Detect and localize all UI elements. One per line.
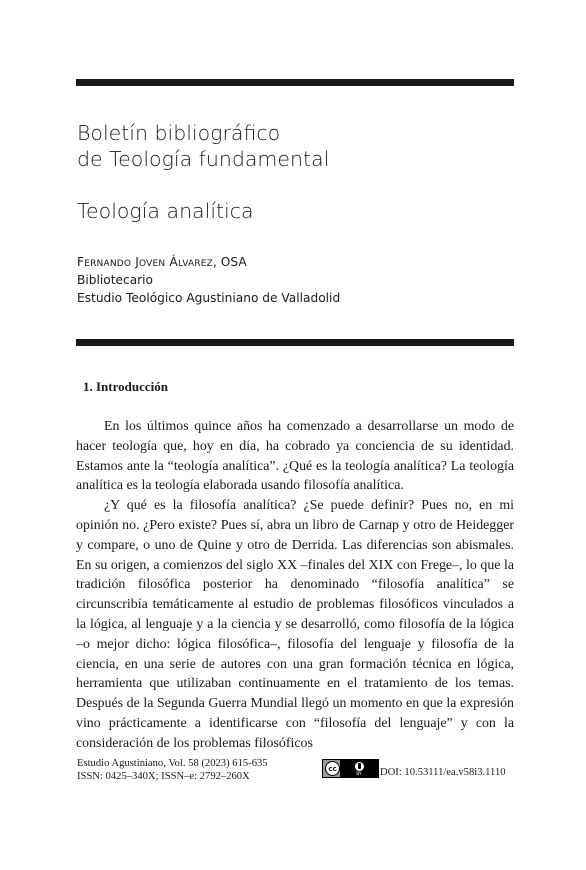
- by-label: BY: [356, 771, 362, 777]
- section-heading: 1. Introducción: [83, 379, 168, 394]
- doi-link[interactable]: DOI: 10.53111/ea.v58i3.1110: [380, 767, 506, 778]
- author-order: , OSA: [213, 255, 247, 269]
- author-name: [77, 253, 340, 271]
- journal-citation: Estudio Agustiniano, Vol. 58 (2023) 615-635: [77, 758, 268, 769]
- author-name-smallcaps: Fernando Joven Álvarez: [77, 255, 214, 269]
- title-line-1: Boletín bibliográfico: [77, 121, 281, 145]
- body-paragraph-2: ¿Y qué es la filosofía analítica? ¿Se puede definir? Pues no, en mi opinión no. ¿Pero existe? Pues sí, abra un libro de Carnap y otro de Heidegger y compare, o uno de Quine y otro de Derrida. Las diferencias son abismales. En su origen, a comienzos del siglo XX –finales del XIX con Frege–, lo que la tradición filosófica posterior ha denominado “filosofía analítica” se circunscribía temáticamente al estudio de problemas filosóficos vinculados a la lógica, al lenguaje y a la ciencia y se desarrolló, como filosofía de la lógica –o mejor dicho: lógica filosófica–, filosofía del lenguaje y filosofía de la ciencia, en una serie de autores con una gran formación técnica en lógica, herramienta que utilizaban continuamente en el tratamiento de los temas. Después de la Segunda Guerra Mundial llegó un momento en que la expresión vino prácticamente a identificarse con “filosofía del lenguaje” y con la consideración de los problemas filosóficos: [76, 498, 514, 751]
- person-icon: [355, 762, 364, 771]
- cc-icon: cc: [325, 761, 340, 776]
- bottom-rule: [76, 339, 514, 346]
- author-block: [77, 253, 340, 307]
- top-rule: [76, 79, 514, 86]
- cc-by-icon[interactable]: [322, 759, 379, 778]
- article-title: [77, 120, 329, 172]
- body-text: [76, 417, 514, 754]
- author-role: Bibliotecario: [77, 273, 154, 287]
- footer-citation: [77, 757, 268, 783]
- body-paragraph-1: En los últimos quince años ha comenzado a desarrollarse un modo de hacer teología que, hoy en día, ha cobrado ya conciencia de su identidad. Estamos ante la “teología analítica”. ¿Qué es la teología analítica? La teología analítica es la teología elaborada usando filosofía analítica.: [76, 419, 514, 494]
- author-institution: Estudio Teológico Agustiniano de Valladolid: [77, 291, 341, 305]
- article-subtitle: Teología analítica: [77, 199, 254, 223]
- by-icon: [340, 760, 378, 777]
- issn-line: ISSN: 0425–340X; ISSN–e: 2792–260X: [77, 771, 250, 782]
- title-line-2: de Teología fundamental: [77, 147, 330, 171]
